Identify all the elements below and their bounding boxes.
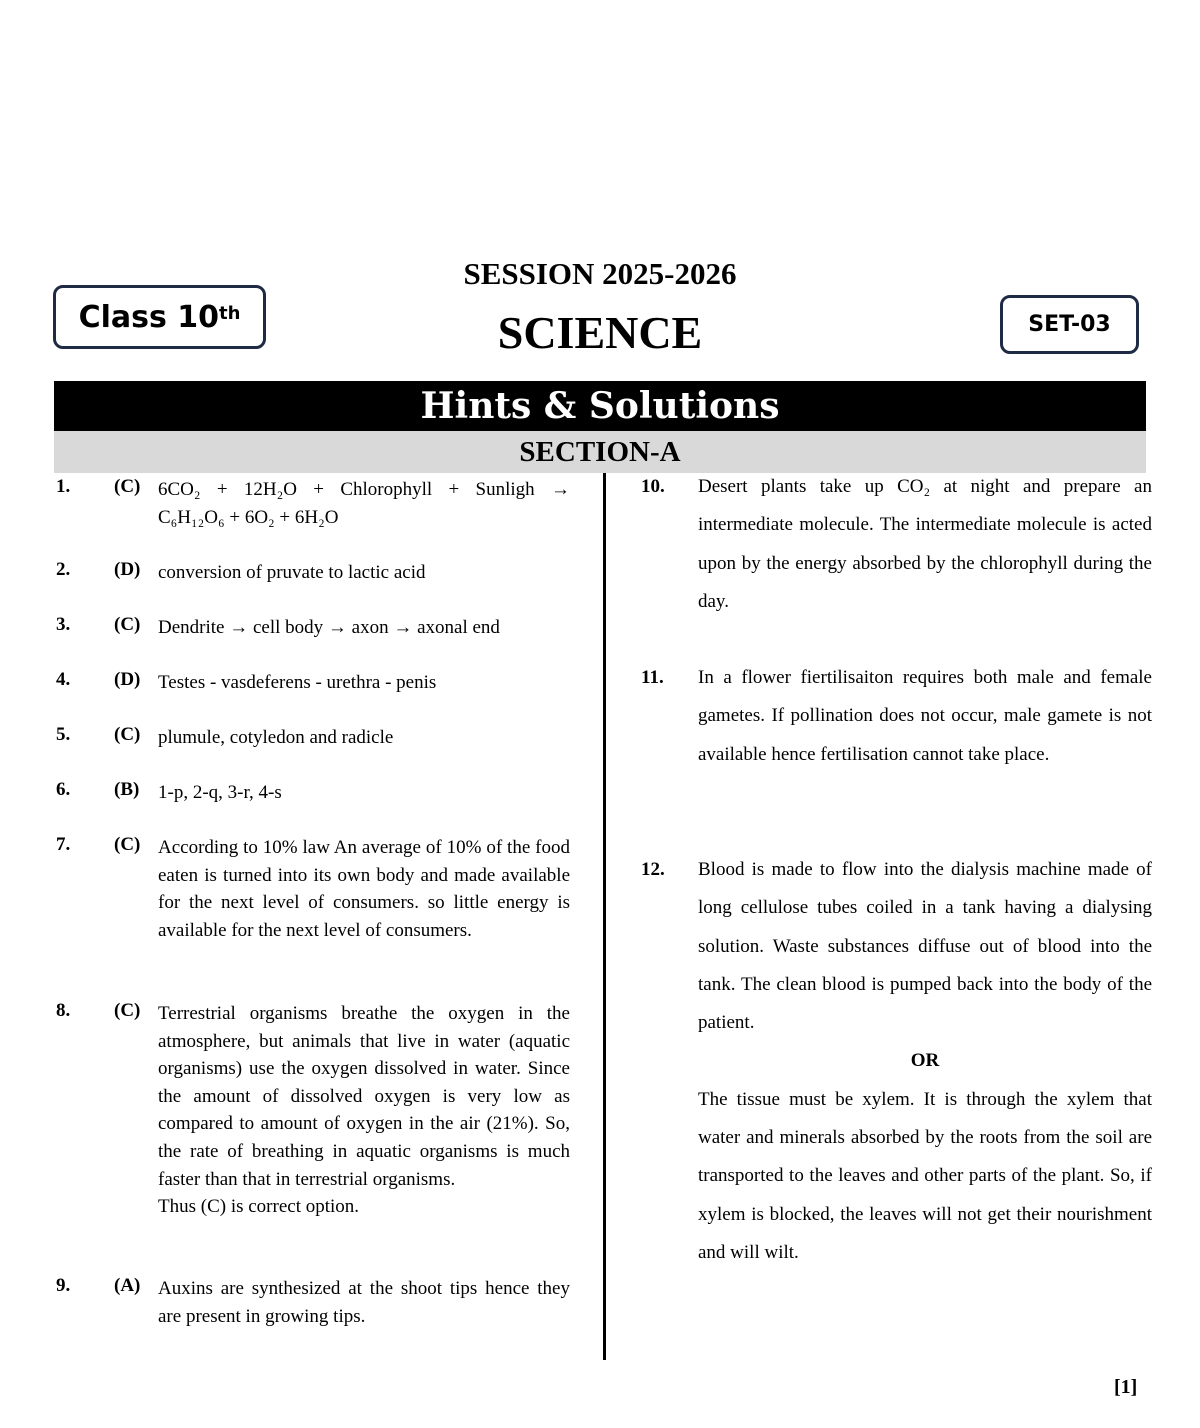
answer-text: plumule, cotyledon and radicle xyxy=(158,727,394,748)
answer-text xyxy=(158,1000,570,1221)
answer-conclusion: Thus (C) is correct option. xyxy=(158,1196,360,1218)
question-number: 7. xyxy=(56,834,71,855)
answer-option: (B) xyxy=(114,779,140,800)
question-number: 11. xyxy=(641,667,664,688)
answer-text: Dendrite → cell body → axon → axonal end xyxy=(158,617,500,638)
question-number: 8. xyxy=(56,1000,71,1021)
class-superscript: th xyxy=(219,302,241,324)
answer-option: (C) xyxy=(114,834,141,855)
alternate-answer: The tissue must be xylem. It is through the xylem that water and minerals absorbed by the roots from the soil are transported to the leaves and other parts of the plant. So, if xylem is blocked, the leaves will not get their nourishment and will wilt. xyxy=(698,1088,1152,1263)
question-number: 3. xyxy=(56,614,71,635)
answer-option: (A) xyxy=(114,1275,141,1296)
or-separator: OR xyxy=(910,1050,940,1072)
page-number: [1] xyxy=(1114,1376,1138,1398)
question-number: 5. xyxy=(56,724,71,745)
subject-title: SCIENCE xyxy=(497,307,703,358)
section-heading: SECTION-A xyxy=(54,431,1146,473)
set-badge: SET-03 xyxy=(1000,295,1139,354)
answer-text: According to 10% law An average of 10% of the food eaten is turned into its own body and made available for the next level of consumers. so little energy is available for the next level of consumers. xyxy=(158,837,570,941)
class-label: Class 10 xyxy=(78,299,220,335)
question-number: 4. xyxy=(56,669,71,690)
class-badge xyxy=(53,285,266,349)
answer-option: (C) xyxy=(114,724,141,745)
question-number: 12. xyxy=(641,859,665,880)
question-number: 10. xyxy=(641,476,665,497)
column-divider xyxy=(603,473,606,1360)
question-number: 2. xyxy=(56,559,71,580)
session-heading: SESSION 2025-2026 xyxy=(463,256,737,291)
answer-text xyxy=(698,851,1152,1272)
answer-option: (C) xyxy=(114,614,141,635)
question-number: 1. xyxy=(56,476,71,497)
answer-line: C₆H₁₂O₆ + 6O₂ + 6H₂O xyxy=(158,506,339,528)
answer-text: Testes - vasdeferens - urethra - penis xyxy=(158,672,437,693)
question-number: 6. xyxy=(56,779,71,800)
answer-option: (D) xyxy=(114,669,141,690)
answer-option: (C) xyxy=(114,476,141,497)
answer-paragraph: Terrestrial organisms breathe the oxygen in the atmosphere, but animals that live in water (aquatic organisms) use the oxygen dissolved in water. Since the amount of dissolved oxygen is very low as compared to amount of oxygen in the air (21%). So, the rate of breathing in aquatic organisms is much faster than that in terrestrial organisms. xyxy=(158,1003,570,1190)
question-number: 9. xyxy=(56,1275,71,1296)
answer-text: Desert plants take up CO₂ at night and prepare an intermediate molecule. The intermediate molecule is acted upon by the energy absorbed by the chlorophyll during the day. xyxy=(698,476,1152,612)
answer-text: In a flower fiertilisaiton requires both male and female gametes. If pollination does not occur, male gamete is not available hence fertilisation cannot take place. xyxy=(698,667,1152,765)
answer-text: conversion of pruvate to lactic acid xyxy=(158,562,426,583)
answer-text: 1-p, 2-q, 3-r, 4-s xyxy=(158,782,282,803)
answer-text: Auxins are synthesized at the shoot tips hence they are present in growing tips. xyxy=(158,1278,570,1327)
answer-text xyxy=(158,476,570,531)
answer-paragraph: Blood is made to flow into the dialysis machine made of long cellulose tubes coiled in a tank having a dialysing solution. Waste substances diffuse out of blood into the tank. The clean blood is pumped back into the body of the patient. xyxy=(698,859,1152,1034)
answer-option: (C) xyxy=(114,1000,141,1021)
answer-line: 6CO₂ + 12H₂O + Chlorophyll + Sunligh → xyxy=(158,479,570,500)
hints-banner: Hints & Solutions xyxy=(54,381,1146,431)
answer-option: (D) xyxy=(114,559,141,580)
